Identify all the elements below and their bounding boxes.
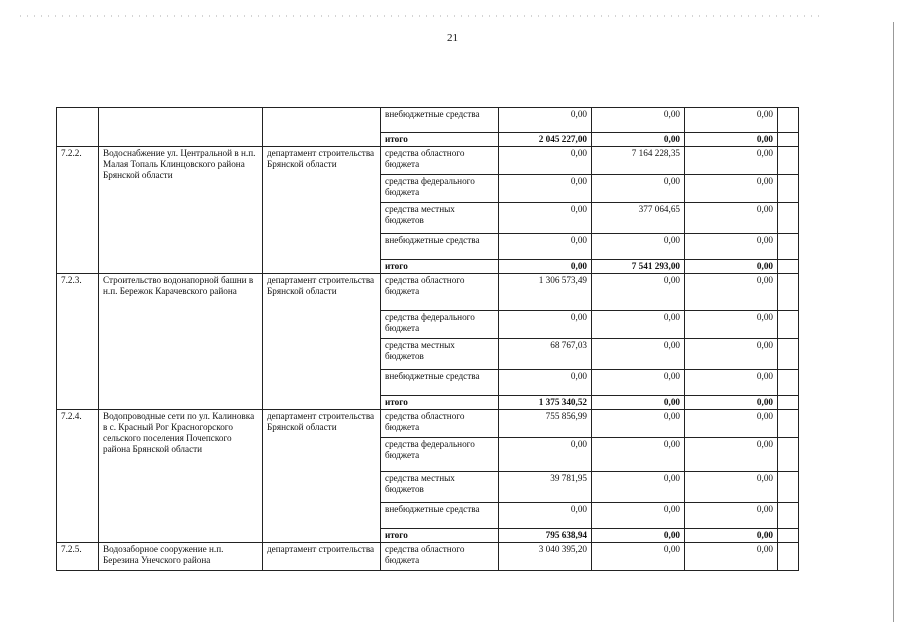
empty-cell <box>778 133 799 147</box>
empty-cell <box>778 543 799 571</box>
value-cell: 0,00 <box>685 175 778 203</box>
value-cell: 0,00 <box>592 370 685 396</box>
value-cell: 0,00 <box>592 133 685 147</box>
source-cell: средства местных бюджетов <box>381 472 499 503</box>
value-cell: 0,00 <box>592 108 685 133</box>
value-cell: 0,00 <box>592 234 685 260</box>
value-cell: 0,00 <box>592 472 685 503</box>
source-cell: средства областного бюджета <box>381 274 499 311</box>
table-row <box>57 108 799 133</box>
value-cell: 0,00 <box>685 311 778 339</box>
source-cell: итого <box>381 529 499 543</box>
scan-edge-line <box>893 22 894 622</box>
value-cell: 0,00 <box>685 339 778 370</box>
source-cell: итого <box>381 396 499 410</box>
value-cell: 0,00 <box>499 311 592 339</box>
name-cell: Строительство водонапорной башни в н.п. Бережок Карачевского района <box>99 274 263 410</box>
value-cell: 7 541 293,00 <box>592 260 685 274</box>
table-row <box>57 274 799 311</box>
name-cell <box>99 108 263 147</box>
value-cell: 0,00 <box>685 108 778 133</box>
value-cell: 0,00 <box>499 503 592 529</box>
empty-cell <box>778 396 799 410</box>
value-cell: 0,00 <box>685 203 778 234</box>
source-cell: итого <box>381 260 499 274</box>
empty-cell <box>778 529 799 543</box>
code-cell <box>57 108 99 147</box>
empty-cell <box>778 175 799 203</box>
value-cell: 0,00 <box>499 147 592 175</box>
value-cell: 0,00 <box>592 543 685 571</box>
value-cell: 0,00 <box>592 274 685 311</box>
value-cell: 2 045 227,00 <box>499 133 592 147</box>
empty-cell <box>778 370 799 396</box>
value-cell: 0,00 <box>685 543 778 571</box>
value-cell: 0,00 <box>499 203 592 234</box>
empty-cell <box>778 234 799 260</box>
value-cell: 0,00 <box>685 438 778 472</box>
empty-cell <box>778 438 799 472</box>
name-cell: Водозаборное сооружение н.п. Березина Унечского района <box>99 543 263 571</box>
value-cell: 0,00 <box>499 438 592 472</box>
value-cell: 0,00 <box>685 133 778 147</box>
table-row <box>57 147 799 175</box>
value-cell: 1 306 573,49 <box>499 274 592 311</box>
value-cell: 0,00 <box>685 260 778 274</box>
value-cell: 0,00 <box>592 311 685 339</box>
value-cell: 0,00 <box>685 234 778 260</box>
empty-cell <box>778 503 799 529</box>
value-cell: 0,00 <box>592 175 685 203</box>
empty-cell <box>778 311 799 339</box>
code-cell: 7.2.3. <box>57 274 99 410</box>
value-cell: 68 767,03 <box>499 339 592 370</box>
executor-cell: департамент строительства Брянской области <box>263 410 381 543</box>
source-cell: итого <box>381 133 499 147</box>
empty-cell <box>778 203 799 234</box>
value-cell: 0,00 <box>592 438 685 472</box>
empty-cell <box>778 410 799 438</box>
empty-cell <box>778 274 799 311</box>
empty-cell <box>778 108 799 133</box>
code-cell: 7.2.4. <box>57 410 99 543</box>
executor-cell <box>263 108 381 147</box>
value-cell: 0,00 <box>685 529 778 543</box>
source-cell: средства областного бюджета <box>381 410 499 438</box>
value-cell: 0,00 <box>592 503 685 529</box>
source-cell: средства федерального бюджета <box>381 438 499 472</box>
value-cell: 0,00 <box>592 410 685 438</box>
value-cell: 0,00 <box>685 147 778 175</box>
value-cell: 795 638,94 <box>499 529 592 543</box>
empty-cell <box>778 147 799 175</box>
budget-table <box>56 107 799 571</box>
value-cell: 0,00 <box>685 503 778 529</box>
value-cell: 755 856,99 <box>499 410 592 438</box>
value-cell: 0,00 <box>592 529 685 543</box>
executor-cell: департамент строительства Брянской области <box>263 147 381 274</box>
table-row <box>57 543 799 571</box>
source-cell: средства областного бюджета <box>381 543 499 571</box>
name-cell: Водопроводные сети по ул. Калиновка в с. Красный Рог Красногорского сельского поселения Почепского района Брянской области <box>99 410 263 543</box>
value-cell: 0,00 <box>499 175 592 203</box>
value-cell: 3 040 395,20 <box>499 543 592 571</box>
source-cell: средства федерального бюджета <box>381 175 499 203</box>
executor-cell: департамент строительства <box>263 543 381 571</box>
page-number: 21 <box>447 32 458 44</box>
value-cell: 0,00 <box>685 370 778 396</box>
code-cell: 7.2.5. <box>57 543 99 571</box>
value-cell: 0,00 <box>499 370 592 396</box>
value-cell: 1 375 340,52 <box>499 396 592 410</box>
value-cell: 0,00 <box>685 410 778 438</box>
source-cell: внебюджетные средства <box>381 503 499 529</box>
empty-cell <box>778 472 799 503</box>
value-cell: 0,00 <box>499 108 592 133</box>
value-cell: 0,00 <box>685 396 778 410</box>
source-cell: средства федерального бюджета <box>381 311 499 339</box>
value-cell: 0,00 <box>685 274 778 311</box>
source-cell: средства областного бюджета <box>381 147 499 175</box>
value-cell: 0,00 <box>592 396 685 410</box>
executor-cell: департамент строительства Брянской области <box>263 274 381 410</box>
source-cell: внебюджетные средства <box>381 108 499 133</box>
source-cell: средства местных бюджетов <box>381 203 499 234</box>
value-cell: 377 064,65 <box>592 203 685 234</box>
table-row <box>57 410 799 438</box>
scan-dot-artifact <box>20 15 820 17</box>
value-cell: 0,00 <box>499 260 592 274</box>
value-cell: 0,00 <box>499 234 592 260</box>
code-cell: 7.2.2. <box>57 147 99 274</box>
value-cell: 0,00 <box>685 472 778 503</box>
value-cell: 7 164 228,35 <box>592 147 685 175</box>
empty-cell <box>778 339 799 370</box>
source-cell: внебюджетные средства <box>381 234 499 260</box>
source-cell: средства местных бюджетов <box>381 339 499 370</box>
value-cell: 39 781,95 <box>499 472 592 503</box>
empty-cell <box>778 260 799 274</box>
name-cell: Водоснабжение ул. Центральной в н.п. Малая Топаль Клинцовского района Брянской области <box>99 147 263 274</box>
source-cell: внебюджетные средства <box>381 370 499 396</box>
value-cell: 0,00 <box>592 339 685 370</box>
